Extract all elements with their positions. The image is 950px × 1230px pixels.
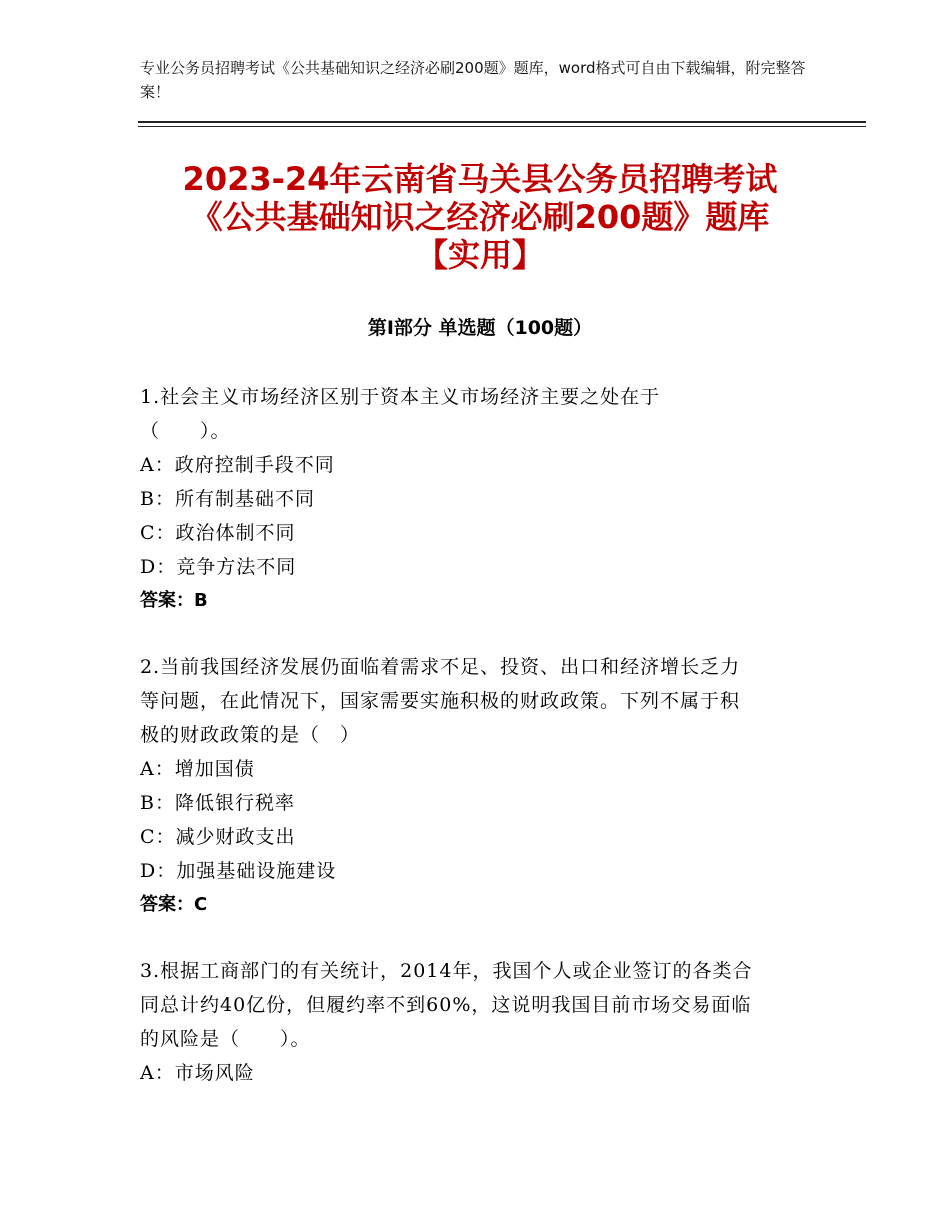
option-c: C：减少财政支出 [140,826,296,848]
question-3 [140,954,805,1090]
title-line-1: 2023-24年云南省马关县公务员招聘考试 [182,160,778,198]
title-line-3: 【实用】 [415,236,544,274]
header-rule-thick [138,121,866,123]
option-a: A：政府控制手段不同 [140,454,335,476]
header-rule-thin [138,126,866,127]
header-note: 专业公务员招聘考试《公共基础知识之经济必刷200题》题库，word格式可自由下载编辑，附完整答案！ [140,59,806,101]
option-a: A：市场风险 [140,1062,255,1084]
question-2 [140,650,805,922]
option-b: B：所有制基础不同 [140,488,315,510]
question-stem-line: 3.根据工商部门的有关统计，2014年，我国个人或企业签订的各类合 [140,960,753,982]
question-1 [140,380,805,618]
option-d: D：竞争方法不同 [140,556,297,578]
answer-label: 答案：B [140,590,208,611]
option-c: C：政治体制不同 [140,522,296,544]
option-a: A：增加国债 [140,758,255,780]
question-stem-line: 极的财政政策的是（ ） [140,724,361,746]
question-stem-line: 等问题，在此情况下，国家需要实施积极的财政政策。下列不属于积 [140,690,741,712]
option-b: B：降低银行税率 [140,792,295,814]
question-list [140,380,805,1122]
question-stem-line: （ ）。 [140,420,231,442]
question-stem-line: 同总计约40亿份，但履约率不到60%，这说明我国目前市场交易面临 [140,994,752,1016]
question-stem-line: 2.当前我国经济发展仍面临着需求不足、投资、出口和经济增长乏力 [140,656,741,678]
question-stem-line: 1.社会主义市场经济区别于资本主义市场经济主要之处在于 [140,386,661,408]
title-line-2: 《公共基础知识之经济必刷200题》题库 [190,198,770,236]
document-title [140,160,820,274]
question-stem-line: 的风险是（ ）。 [140,1028,311,1050]
section-heading: 第Ⅰ部分 单选题（100题） [367,317,593,339]
option-d: D：加强基础设施建设 [140,860,337,882]
answer-label: 答案：C [140,894,208,915]
